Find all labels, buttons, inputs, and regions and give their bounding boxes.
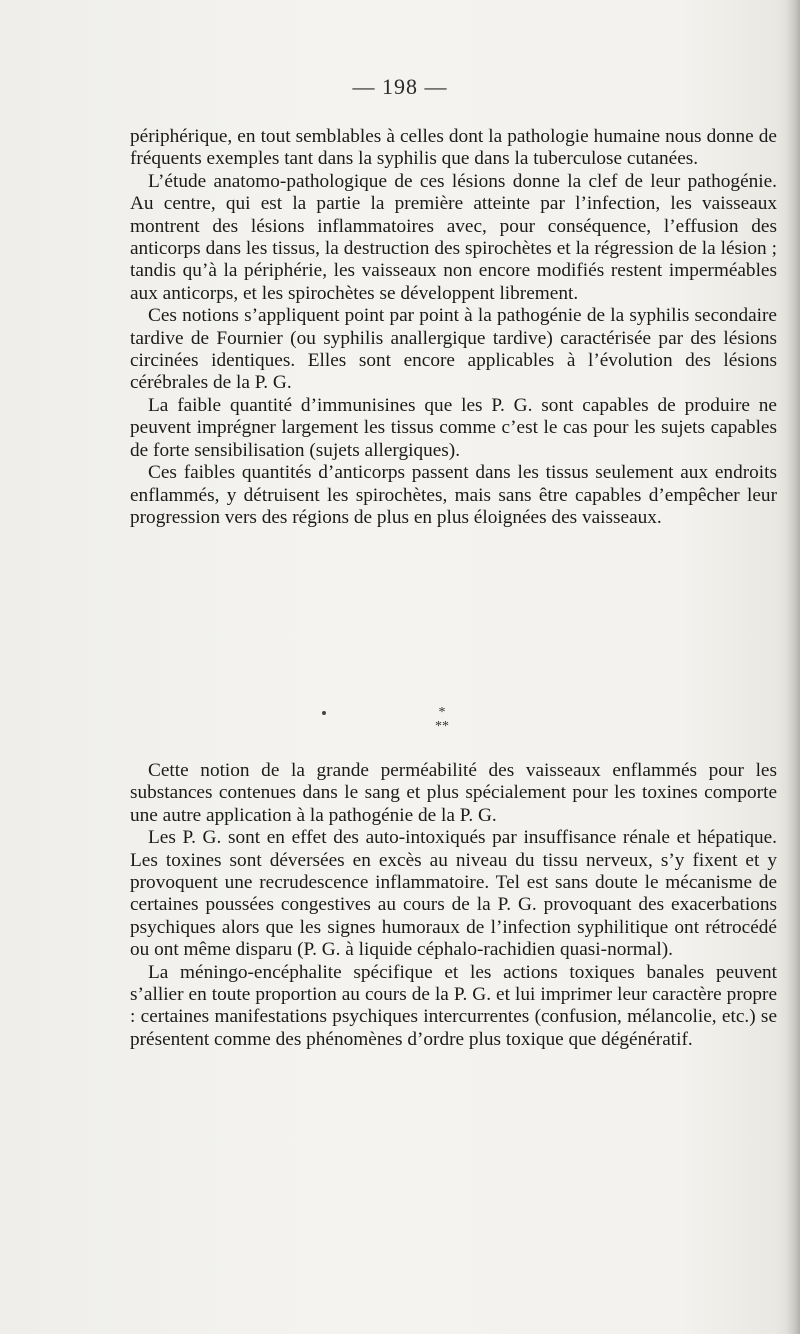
paragraph: Ces faibles quantités d’anticorps passent dans les tissus seulement aux endroits enflammés, y détruisent les spirochètes, mais sans être capables d’empêcher leur progression vers des régions de plus en plus éloignées des vaisseaux. <box>130 462 777 528</box>
page-number: — 198 — <box>352 74 448 99</box>
paragraph: L’étude anatomo-pathologique de ces lésions donne la clef de leur pathogénie. Au centre, qui est la partie la première atteinte par l’infection, les vaisseaux montrent des lésions inflammatoires avec, pour conséquence, l’effusion des anticorps dans les tissus, la destruction des spirochètes et la régression de la lésion ; tandis qu’à la périphérie, les vaisseaux non encore modifiés restent imperméables aux anticorps, et les spirochètes se développent librement. <box>130 170 777 304</box>
print-speck <box>322 711 326 715</box>
paragraph: La méningo-encéphalite spécifique et les actions toxiques banales peuvent s’allier en toute proportion au cours de la P. G. et lui imprimer leur caractère propre : certaines manifestations psychiques intercurrentes (confusion, mélancolie, etc.) se présentent comme des phénomènes d’ordre plus toxique que dégénératif. <box>130 961 777 1050</box>
asterism-top: * <box>438 705 446 720</box>
paragraph: Ces notions s’appliquent point par point à la pathogénie de la syphilis secondaire tardive de Fournier (ou syphilis anallergique tardive) caractérisée par des lésions circinées identiques. Elles sont encore applicables à l’évolution des lésions cérébrales de la P. G. <box>130 305 777 394</box>
page-edge-shadow <box>786 0 800 1334</box>
paragraph: Cette notion de la grande perméabilité des vaisseaux enflammés pour les substances contenues dans le sang et plus spécialement pour les toxines comporte une autre application à la pathogénie de la P. G. <box>130 760 777 826</box>
text-block-after-separator <box>130 760 777 1051</box>
paragraph: La faible quantité d’immunisines que les P. G. sont capables de produire ne peuvent imprégner largement les tissus comme c’est le cas pour les sujets capables de forte sensibilisation (sujets allergiques). <box>130 394 777 461</box>
paragraph: périphérique, en tout semblables à celles dont la pathologie humaine nous donne de fréquents exemples tant dans la syphilis que dans la tuberculose cutanées. <box>130 126 777 170</box>
paragraph: Les P. G. sont en effet des auto-intoxiqués par insuffisance rénale et hépatique. Les toxines sont déversées en excès au niveau du tissu nerveux, s’y fixent et y provoquent une recrudescence inflammatoire. Tel est sans doute le mécanisme de certaines poussées congestives au cours de la P. G. provoquant des exacerbations psychiques alors que les signes humoraux de l’infection syphilitique ont rétrocédé ou ont même disparu (P. G. à liquide céphalo-rachidien quasi-normal). <box>130 827 777 961</box>
asterism-separator <box>0 706 800 734</box>
text-block-before-separator <box>130 126 777 529</box>
asterism-bottom: ** <box>435 719 449 734</box>
